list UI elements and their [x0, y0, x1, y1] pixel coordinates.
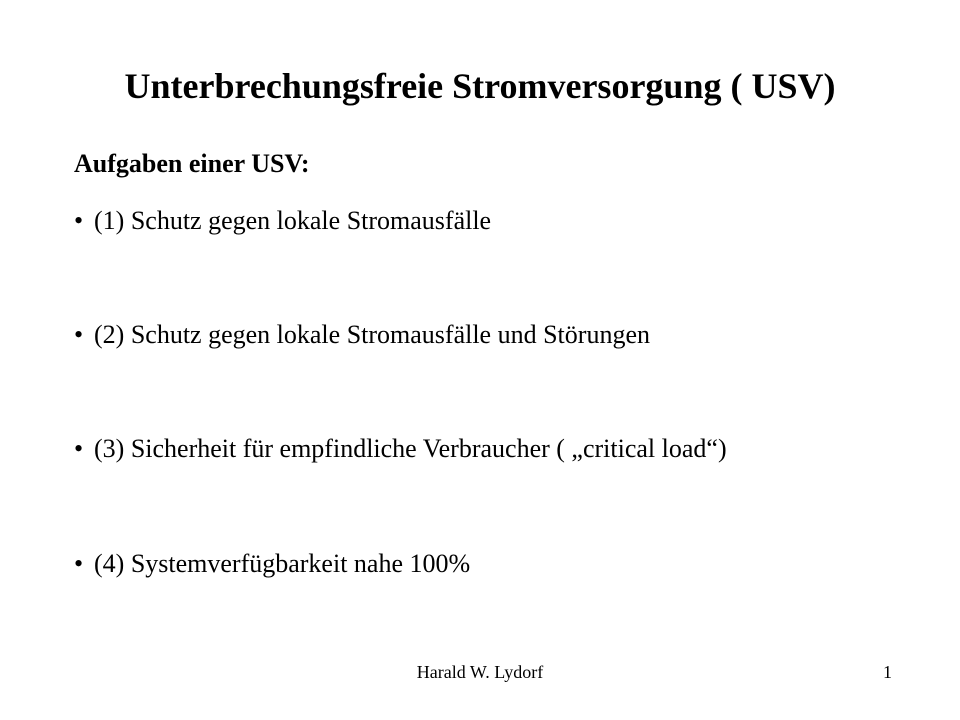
- slide-subtitle: Aufgaben einer USV:: [74, 149, 310, 178]
- bullet-text: (3) Sicherheit für empfindliche Verbraucher ( „critical load“): [94, 434, 727, 463]
- bullet-text: (2) Schutz gegen lokale Stromausfälle und Störungen: [94, 320, 650, 349]
- slide-title: Unterbrechungsfreie Stromversorgung ( USV): [124, 66, 836, 106]
- bullet-dot-icon: •: [74, 434, 84, 463]
- bullet-item: [74, 432, 727, 466]
- bullet-dot-icon: •: [74, 549, 84, 578]
- bullet-text: (4) Systemverfügbarkeit nahe 100%: [94, 549, 471, 578]
- bullet-dot-icon: •: [74, 206, 84, 235]
- bullet-item: [74, 204, 491, 238]
- bullet-text: (1) Schutz gegen lokale Stromausfälle: [94, 206, 492, 235]
- bullet-dot-icon: •: [74, 320, 84, 349]
- footer-page-number: 1: [883, 662, 892, 682]
- footer-author: Harald W. Lydorf: [416, 662, 544, 682]
- bullet-item: [74, 318, 650, 352]
- bullet-item: [74, 547, 470, 581]
